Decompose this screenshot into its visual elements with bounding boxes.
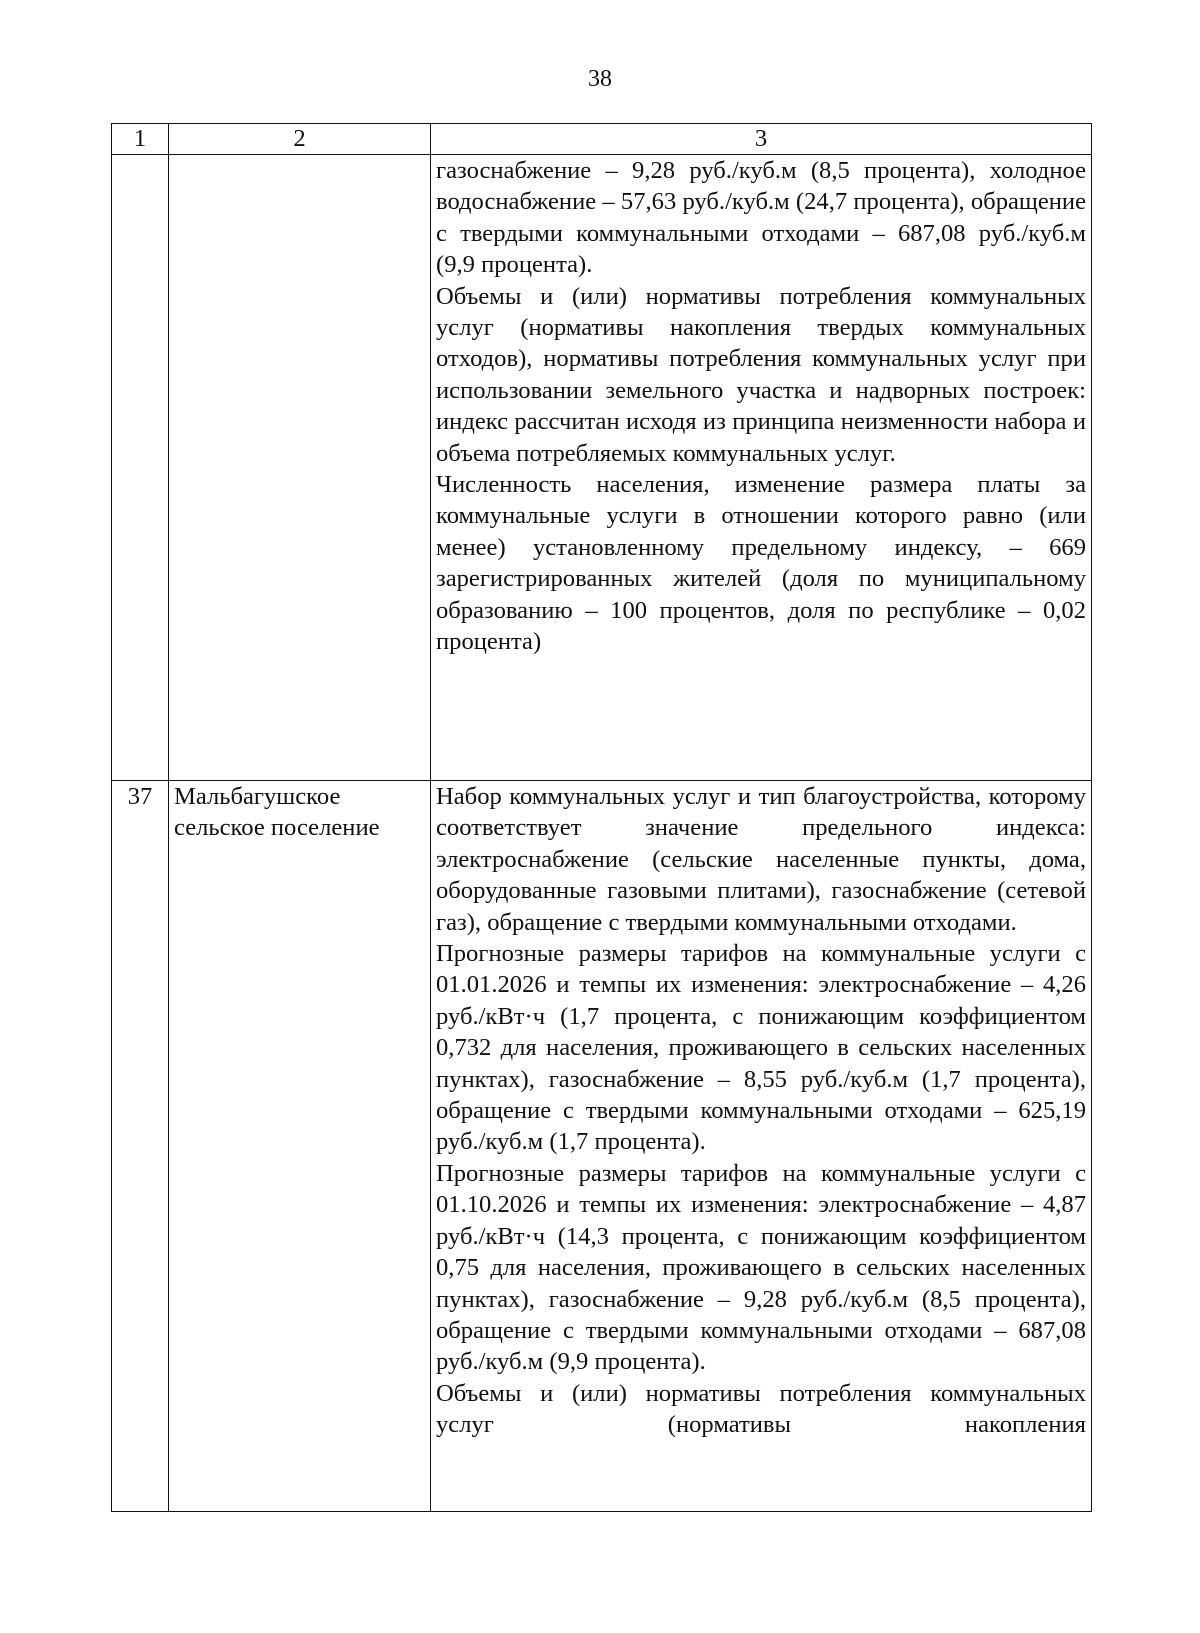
- paragraph: Прогнозные размеры тарифов на коммунальные услуги с 01.10.2026 и темпы их изменения: электроснабжение – 4,87 руб./кВт·ч (14,3 процента, с понижающим коэффициентом 0,75 для населения, проживающего в сельских населенных пунктах), газоснабжение – 9,28 руб./куб.м (8,5 процента), обращение с твердыми коммунальными отходами – 687,08 руб./куб.м (9,9 процента).: [436, 1159, 1086, 1376]
- municipality-name: Мальбагушское сельское поселение: [169, 781, 431, 1512]
- header-col-2: 2: [169, 124, 431, 155]
- row-number: 37: [112, 781, 169, 1512]
- tariff-table: [111, 123, 1092, 1512]
- paragraph: газоснабжение – 9,28 руб./куб.м (8,5 процента), холодное водоснабжение – 57,63 руб./куб.м (24,7 процента), обращение с твердыми коммунальными отходами – 687,08 руб./куб.м (9,9 процента).: [436, 157, 1086, 279]
- table-row: [112, 781, 1092, 1512]
- municipality-name: [169, 155, 431, 781]
- table-header-row: [112, 124, 1092, 155]
- page-number: 38: [588, 66, 612, 92]
- row-description: [431, 781, 1092, 1512]
- paragraph: Объемы и (или) нормативы потребления коммунальных услуг (нормативы накопления: [436, 1379, 1086, 1439]
- row-description: [431, 155, 1092, 781]
- paragraph: Набор коммунальных услуг и тип благоустройства, которому соответствует значение предельного индекса: электроснабжение (сельские населенные пункты, дома, оборудованные газовыми плитами), газоснабжение (сетевой газ), обращение с твердыми коммунальными отходами.: [436, 783, 1086, 936]
- paragraph: Прогнозные размеры тарифов на коммунальные услуги с 01.01.2026 и темпы их изменения: электроснабжение – 4,26 руб./кВт·ч (1,7 процента, с понижающим коэффициентом 0,732 для населения, проживающего в сельских населенных пунктах), газоснабжение – 8,55 руб./куб.м (1,7 процента), обращение с твердыми коммунальными отходами – 625,19 руб./куб.м (1,7 процента).: [436, 940, 1086, 1156]
- table-row: [112, 155, 1092, 781]
- paragraph: Численность населения, изменение размера платы за коммунальные услуги в отношении которого равно (или менее) установленному предельному индексу, – 669 зарегистрированных жителей (доля по муниципальному образованию – 100 процентов, доля по республике – 0,02 процента): [436, 471, 1086, 656]
- row-number: [112, 155, 169, 781]
- header-col-3: 3: [431, 124, 1092, 155]
- paragraph: Объемы и (или) нормативы потребления коммунальных услуг (нормативы накопления твердых коммунальных отходов), нормативы потребления коммунальных услуг при использовании земельного участка и надворных построек: индекс рассчитан исходя из принципа неизменности набора и объема потребляемых коммунальных услуг.: [436, 282, 1086, 467]
- header-col-1: 1: [112, 124, 169, 155]
